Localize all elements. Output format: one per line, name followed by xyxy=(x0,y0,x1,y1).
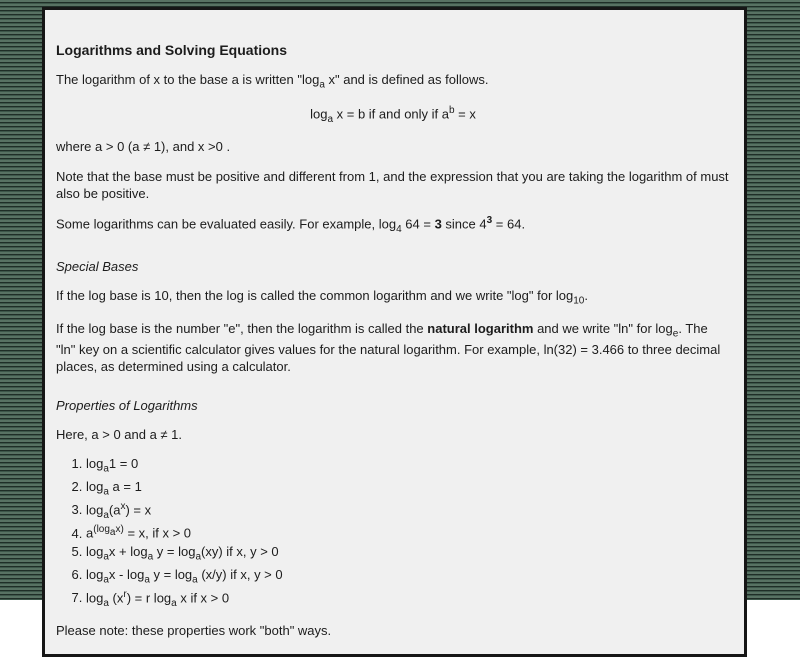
property-item-4: 4. $a^{(log_ax)} = x$, if x > 0 xyxy=(86,523,730,541)
property-item-3: 3. $\log_a(a^x) = x$ xyxy=(86,500,730,522)
where-clause: where a > 0 (a ≠ 1), and x >0 . xyxy=(56,139,231,155)
properties-heading: Properties of Logarithms xyxy=(56,397,198,413)
properties-list xyxy=(56,455,730,610)
property-item-5: 5. $\log_ax + \log_a y = \log_a(xy)$ if x, y > 0 xyxy=(86,543,730,564)
intro-paragraph: The logarithm of x to the base a is written "$\log_a$ x" and is defined as follows. xyxy=(56,72,489,92)
definition-equation: $\log_a x = b$ if and only if $a^b = x$ xyxy=(310,105,476,126)
document-page xyxy=(42,7,747,657)
natural-log-paragraph: If the log base is the number "e", then the logarithm is called the natural logarithm and we write "ln" for $\log_e$. The "ln" key on a scientific calculator gives values for the natural logarithm. For example, ln(32) = 3.466 to three decimal places, as determined using a calculator. xyxy=(56,320,721,374)
properties-condition: Here, a > 0 and a ≠ 1. xyxy=(56,427,183,443)
footer-note: Please note: these properties work "both" ways. xyxy=(56,623,332,639)
property-item-1: 1. $\log_a1 = 0$ xyxy=(86,455,730,476)
special-bases-heading: Special Bases xyxy=(56,258,139,274)
property-item-2: 2. $\log_a a = 1$ xyxy=(86,478,730,499)
example-paragraph: Some logarithms can be evaluated easily. For example, $\log_4 64 = 3$ since $4^3 = 64$. xyxy=(56,214,526,235)
page-title: Logarithms and Solving Equations xyxy=(56,42,288,58)
property-item-7: 7. $\log_a (x^r) = r$ $\log_a x$ if x > 0 xyxy=(86,588,730,610)
note-paragraph: Note that the base must be positive and different from 1, and the expression that you are taking the logarithm of must also be positive. xyxy=(56,168,729,201)
property-item-6: 6. $\log_ax - \log_a y = \log_a (x/y)$ if x, y > 0 xyxy=(86,566,730,587)
common-log-paragraph: If the log base is 10, then the log is called the common logarithm and we write "log" for $\log_{10}$. xyxy=(56,288,588,307)
